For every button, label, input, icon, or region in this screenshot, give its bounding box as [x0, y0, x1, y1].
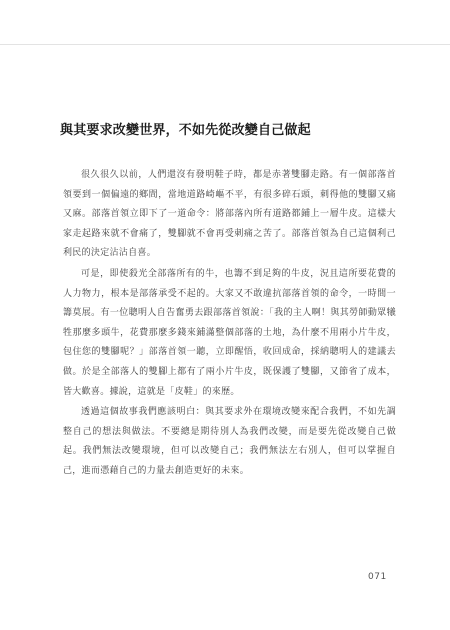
paragraph-3: 透過這個故事我們應該明白：與其要求外在環境改變來配合我們，不如先調整自己的想法與做法。不要總是期待別人為我們改變，而是要先從改變自己做起。我們無法改變環境，但可以改變自己；我們無法左右別人，但可以掌握自己，進而憑藉自己的力量去創造更好的未來。: [63, 407, 396, 476]
paragraph-2: 可是，即使殺光全部落所有的牛，也籌不到足夠的牛皮，況且這所要花費的人力物力，根本是部落承受不起的。大家又不敢違抗部落首領的命令，一時間一籌莫展。有一位聰明人自告奮勇去跟部落首領說：「我的主人啊！與其勞師動眾犧牲那麼多頭牛，花費那麼多錢來鋪滿整個部落的土地，為什麼不用兩小片牛皮，包住您的雙腳呢？」部落首領一聽，立即醒悟，收回成命，採納聰明人的建議去做。於是全部落人的雙腳上都有了兩小片牛皮，既保護了雙腳，又節省了成本，皆大歡喜。據說，這就是「皮鞋」的來歷。: [63, 268, 396, 397]
page-number: 071: [368, 572, 387, 582]
article-body: [63, 166, 396, 483]
page-title: 與其要求改變世界，不如先從改變自己做起: [60, 123, 311, 138]
header-rule: [0, 44, 450, 45]
paragraph-1: 很久很久以前，人們還沒有發明鞋子時，都是赤著雙腳走路。有一個部落首領要到一個偏遠的鄉間，當地道路崎嶇不平，有很多碎石頭，刺得他的雙腳又痛又麻。部落首領立即下了一道命令：將部落內所有道路都鋪上一層牛皮。這樣大家走起路來就不會痛了，雙腳就不會再受刺痛之苦了。部落首領為自己這個利己利民的決定沾沾自喜。: [63, 170, 396, 259]
